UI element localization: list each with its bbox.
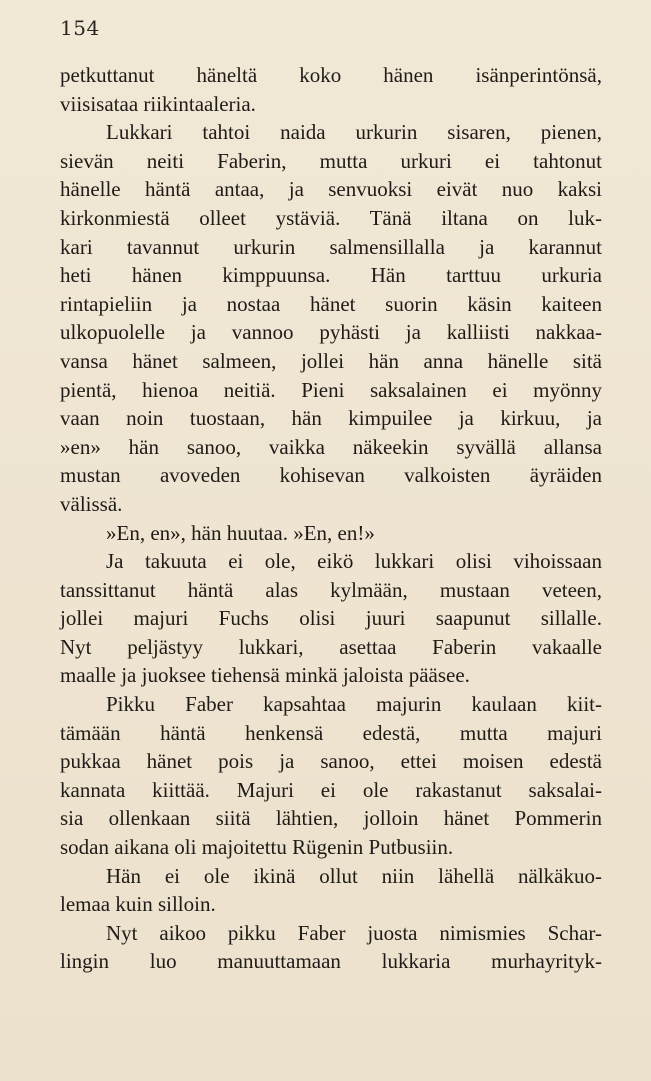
- text-line: sievän neiti Faberin, mutta urkuri ei tahtonut: [60, 148, 602, 173]
- text-line: vansa hänet salmeen, jollei hän anna hänelle sitä: [60, 348, 602, 373]
- text-line: tanssittanut häntä alas kylmään, mustaan veteen,: [60, 577, 602, 602]
- text-line: pientä, hienoa neitiä. Pieni saksalainen ei myönny: [60, 377, 602, 402]
- body-text: [60, 61, 602, 976]
- text-line: »en» hän sanoo, vaikka näkeekin syvällä allansa: [60, 434, 602, 459]
- text-line: pukkaa hänet pois ja sanoo, ettei moisen edestä: [60, 749, 602, 774]
- text-line: vaan noin tuostaan, hän kimpuilee ja kirkuu, ja: [60, 406, 602, 431]
- text-line: sia ollenkaan siitä lähtien, jolloin hänet Pommerin: [60, 806, 602, 831]
- text-line: rintapieliin ja nostaa hänet suorin käsin kaiteen: [60, 291, 602, 316]
- text-line: Nyt aikoo pikku Faber juosta nimismies Schar-: [106, 920, 602, 945]
- text-line: jollei majuri Fuchs olisi juuri saapunut sillalle.: [60, 606, 602, 631]
- text-line: Ja takuuta ei ole, eikö lukkari olisi vihoissaan: [106, 549, 602, 574]
- text-line: »En, en», hän huutaa. »En, en!»: [106, 520, 375, 545]
- text-line: kirkonmiestä olleet ystäviä. Tänä iltana on luk-: [60, 205, 602, 230]
- text-line: kari tavannut urkurin salmensillalla ja karannut: [60, 234, 602, 259]
- page-number: 154: [60, 16, 100, 40]
- text-line: Hän ei ole ikinä ollut niin lähellä nälkäkuo-: [106, 863, 602, 888]
- text-line: Pikku Faber kapsahtaa majurin kaulaan kiit-: [106, 692, 602, 717]
- text-line: Lukkari tahtoi naida urkurin sisaren, pienen,: [106, 120, 602, 145]
- text-line: lemaa kuin silloin.: [60, 892, 216, 917]
- text-line: tämään häntä henkensä edestä, mutta majuri: [60, 720, 602, 745]
- text-line: lingin luo manuuttamaan lukkaria murhayrityk-: [60, 949, 602, 974]
- text-line: hänelle häntä antaa, ja senvuoksi eivät nuo kaksi: [60, 177, 602, 202]
- text-line: petkuttanut häneltä koko hänen isänperintönsä,: [60, 63, 602, 87]
- text-line: sodan aikana oli majoitettu Rügenin Putbusiin.: [60, 835, 454, 860]
- text-line: maalle ja juoksee tiehensä minkä jaloista pääsee.: [60, 663, 470, 688]
- text-line: ulkopuolelle ja vannoo pyhästi ja kalliisti nakkaa-: [60, 320, 602, 345]
- text-line: viisisataa riikintaaleria.: [60, 91, 256, 116]
- text-line: kannata kiittää. Majuri ei ole rakastanut saksalai-: [60, 777, 602, 802]
- text-line: Nyt peljästyy lukkari, asettaa Faberin vakaalle: [60, 634, 602, 659]
- text-line: välissä.: [60, 491, 123, 516]
- text-line: heti hänen kimppuunsa. Hän tarttuu urkuria: [60, 263, 602, 288]
- text-line: mustan avoveden kohisevan valkoisten äyräiden: [60, 463, 602, 488]
